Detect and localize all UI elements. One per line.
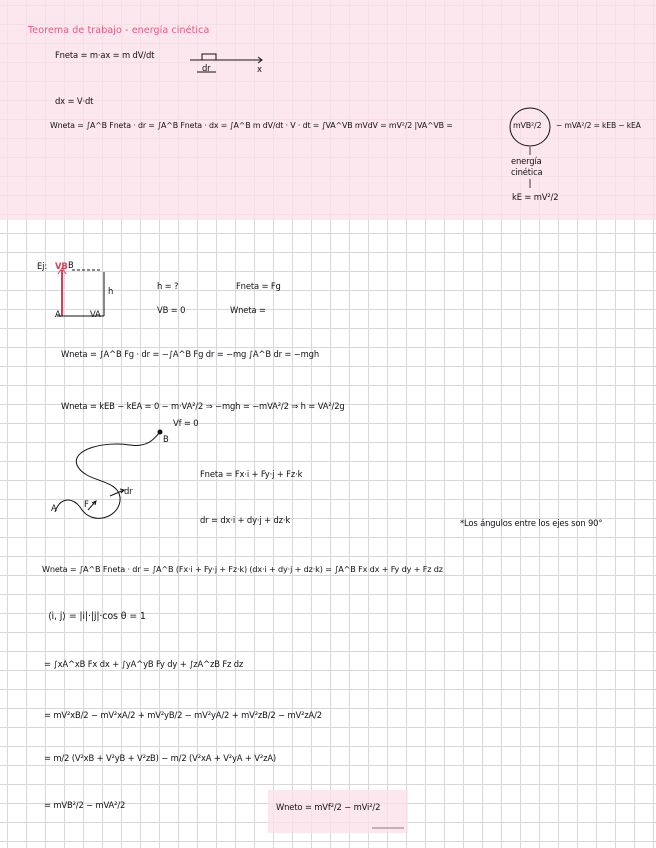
- ke-definition: kE = mV²/2: [512, 192, 559, 202]
- angles-note: *Los ángulos entre los ejes son 90°: [460, 518, 603, 528]
- h-unknown: h = ?: [157, 281, 179, 291]
- final-line: = mVB²/2 − mVA²/2: [44, 800, 126, 810]
- dr-components: dr = dx·i + dy·j + dz·k: [200, 515, 291, 525]
- path-force-label: F: [84, 499, 89, 509]
- derivation-tail: − mVA²/2 = kEB − kEA: [556, 121, 641, 130]
- boxed-result: Wneto = mVf²/2 − mVi²/2: [276, 802, 381, 812]
- vb-label: VB: [55, 261, 68, 271]
- path-dr-label: dr: [124, 486, 133, 496]
- vb-zero: VB = 0: [157, 305, 186, 315]
- factored-line: = m/2 (V²xB + V²yB + V²zB) − m/2 (V²xA + V²yA + V²zA): [44, 753, 277, 763]
- inner-product: ⟨i, j⟩ = |i|·|j|·cos θ = 1: [48, 611, 146, 622]
- wneta-derivation: Wneta = ∫A^B Fneta · dr = ∫A^B Fneta · dx = ∫A^B m dV/dt · V · dt = ∫VA^VB mVdV = mV²/2 |VA^VB =: [50, 121, 453, 130]
- point-b-label: B: [68, 260, 74, 270]
- circle-annotation: [510, 108, 550, 146]
- path-end-label: B: [163, 434, 169, 444]
- general-work-equation: Wneta = ∫A^B Fneta · dr = ∫A^B (Fx·i + Fy·j + Fz·k) (dx·i + dy·j + dz·k) = ∫A^B Fx dx + Fy dy + Fz dz: [42, 564, 443, 574]
- circled-term: mVB²/2: [513, 121, 542, 130]
- page-title: Teorema de trabajo - energía cinética: [28, 25, 210, 36]
- energy-height-equation: Wneta = kEB − kEA = 0 − m·VA²/2 ⇒ −mgh = −mVA²/2 ⇒ h = VA²/2g: [61, 401, 345, 411]
- kinetic-components-line: = mV²xB/2 − mV²xA/2 + mV²yB/2 − mV²yA/2 + mV²zB/2 − mV²zA/2: [44, 710, 322, 720]
- fneta-equals-fg: Fneta = Fg: [236, 281, 281, 291]
- height-label: h: [108, 286, 114, 296]
- path-diagram: [55, 430, 162, 518]
- fneta-components: Fneta = Fx·i + Fy·j + Fz·k: [200, 469, 303, 479]
- path-start-label: A: [51, 503, 57, 513]
- projectile-diagram: [55, 268, 104, 319]
- axis-diagram: [190, 54, 262, 72]
- integral-sum-line: = ∫xA^xB Fx dx + ∫yA^yB Fy dy + ∫zA^zB Fz dz: [44, 659, 244, 669]
- energy-label: energía: [511, 156, 542, 166]
- va-label: VA: [90, 309, 101, 319]
- vf-zero-note: Vf = 0: [173, 418, 199, 428]
- fneta-definition: Fneta = m·ax = m dV/dt: [55, 50, 155, 60]
- wneta-blank: Wneta =: [230, 305, 266, 315]
- example-label: Ej:: [37, 261, 47, 271]
- dx-definition: dx = V·dt: [55, 96, 94, 106]
- energy-label-2: cinética: [511, 167, 543, 177]
- work-gravity-equation: Wneta = ∫A^B Fg · dr = −∫A^B Fg dr = −mg ∫A^B dr = −mgh: [61, 349, 319, 359]
- x-axis-label: x: [257, 64, 262, 74]
- point-a-label: A: [55, 309, 61, 319]
- dr-label: dr: [202, 63, 211, 73]
